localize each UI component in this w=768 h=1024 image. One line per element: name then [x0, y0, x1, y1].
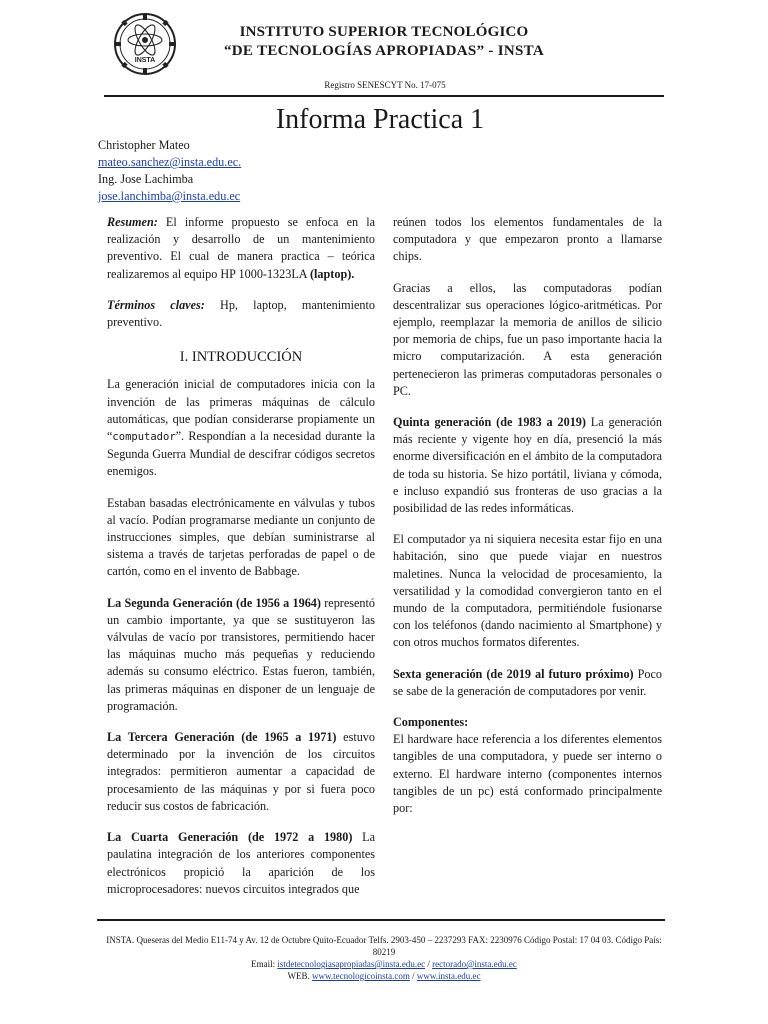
- author-name: Ing. Jose Lachimba: [98, 172, 194, 186]
- author-email-link[interactable]: jose.lanchimba@insta.edu.ec: [98, 189, 241, 203]
- registro-senescyt: Registro SENESCYT No. 17-075: [324, 80, 446, 90]
- body-paragraph: La generación inicial de computadores inicia con la invención de las primeras máquinas de cálculo automáticas, que podían considerarse propiamente un “computador”. Respondían a la necesidad durante la Segunda Guerra Mundial de descifrar códigos secretos enemigos.: [107, 377, 375, 479]
- body-paragraph: Sexta generación (de 2019 al futuro próximo) Poco se sabe de la generación de computadores por venir.: [393, 666, 662, 698]
- footer: [104, 934, 664, 982]
- right-column: [393, 214, 662, 817]
- footer-email-link[interactable]: istdetecnologiasapropiadas@insta.edu.ec: [277, 959, 426, 969]
- body-paragraph: La Cuarta Generación (de 1972 a 1980) La paulatina integración de los anteriores componentes electrónicos propició la aparición de los microprocesadores: nuevos circuitos integrados que: [107, 830, 375, 896]
- footer-address: INSTA. Queseras del Medio E11-74 y Av. 12 de Octubre Quito-Ecuador Telfs. 2903-450 – 2237293 FAX: 2230976 Código Postal: 17 04 03. Código País: 80219: [106, 935, 662, 957]
- body-paragraph: La Segunda Generación (de 1956 a 1964) representó un cambio importante, ya que se sustituyeron las válvulas de vacío por transistores, permitiendo hacer las máquinas mucho más pequeñas y reduciendo además su consumo eléctrico. Estas fueron, también, las primeras máquinas en disponer de un lenguaje de programación.: [107, 595, 375, 713]
- keywords-paragraph: Términos claves: Hp, laptop, mantenimiento preventivo.: [107, 297, 376, 330]
- footer-web-link[interactable]: www.insta.edu.ec: [416, 971, 481, 981]
- keywords-label: Términos claves:: [107, 297, 205, 312]
- footer-divider: [97, 919, 665, 921]
- footer-email-line: Email: istdetecnologiasapropiadas@insta.edu.ec / rectorado@insta.edu.ec: [251, 959, 517, 969]
- body-paragraph: reúnen todos los elementos fundamentales de la computadora y que empezaron pronto a llamarse chips.: [393, 215, 662, 264]
- subsection-heading-componentes: Componentes:: [393, 715, 469, 730]
- abstract-paragraph: Resumen: El informe propuesto se enfoca en la realización y desarrollo de un mantenimiento preventivo. El cual de manera practica – teórica realizaremos al equipo HP 1000-1323LA (laptop).: [107, 215, 375, 281]
- abstract-label: Resumen:: [107, 215, 158, 229]
- body-paragraph: Gracias a ellos, las computadoras podían descentralizar sus operaciones lógico-aritméticas. Por ejemplo, reemplazar la memoria de anillos de silicio por memoria de chips, fue un paso importante hacia la micro computarización. A esta generación pertenecieron las primeras computadoras personales o PC.: [393, 280, 662, 398]
- institution-name-line1: INSTITUTO SUPERIOR TECNOLÓGICO: [239, 24, 529, 40]
- section-heading-introduccion: I. INTRODUCCIÓN: [179, 349, 303, 366]
- body-paragraph: Quinta generación (de 1983 a 2019) La generación más reciente y vigente hoy en día, presenció la más enorme diversificación en el ámbito de la computadora de toda su historia. Se hizo portátil, liviana y cómoda, e incluso expandió sus fronteras de uso gracias a la posibilidad de las redes informáticas.: [393, 415, 662, 516]
- footer-web-link[interactable]: www.tecnologicoinsta.com: [311, 971, 410, 981]
- insta-logo: [113, 12, 177, 76]
- body-paragraph: El computador ya ni siquiera necesita estar fijo en una habitación, sino que puede viajar en nuestros maletines. Nunca la velocidad de procesamiento, la versatilidad y la comodidad convergieron tanto en el mundo de la computadora, permitiéndole fusionarse con los teléfonos (dando nacimiento al Smartphone) y con otros muchos formatos diferentes.: [393, 532, 662, 650]
- body-paragraph: Estaban basadas electrónicamente en válvulas y tubos al vacío. Podían programarse mediante un conjunto de instrucciones simples, que debían suministrarse al sistema a través de tarjetas perforadas de papel o de cartón, como en el invento de Babbage.: [107, 495, 375, 579]
- svg-text:INSTA: INSTA: [134, 57, 156, 64]
- author-name: Christopher Mateo: [98, 138, 190, 152]
- left-column: [107, 214, 375, 898]
- institution-name-line2: “DE TECNOLOGÍAS APROPIADAS” - INSTA: [224, 43, 544, 59]
- footer-web-line: WEB. www.tecnologicoinsta.com / www.insta.edu.ec: [287, 971, 481, 981]
- document-title: Informa Practica 1: [275, 104, 485, 135]
- header-divider: [104, 95, 664, 97]
- authors-block: [98, 137, 241, 205]
- author-email-link[interactable]: mateo.sanchez@insta.edu.ec.: [98, 155, 242, 169]
- body-paragraph: La Tercera Generación (de 1965 a 1971) estuvo determinado por la invención de los circuitos integrados: permitieron aumentar a capacidad de procesamiento de las máquinas y por si fuera poco reducir sus costos de fabricación.: [107, 730, 375, 813]
- body-paragraph: El hardware hace referencia a los diferentes elementos tangibles de una computadora, y puede ser interno o externo. El hardware interno (componentes internos tangibles de un pc) está conformado principalmente por:: [393, 732, 662, 816]
- footer-email-link[interactable]: rectorado@insta.edu.ec: [432, 959, 517, 969]
